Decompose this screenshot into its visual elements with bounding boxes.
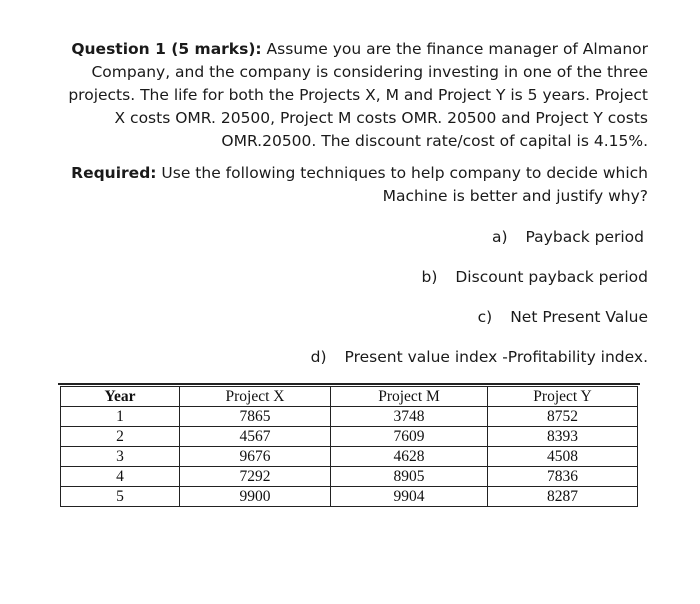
cell-project-m: 3748 [331, 407, 488, 427]
cell-year: 2 [61, 427, 180, 447]
cell-project-x: 7865 [180, 407, 331, 427]
cell-year: 4 [61, 467, 180, 487]
cell-project-x: 9676 [180, 447, 331, 467]
technique-text: Net Present Value [510, 308, 648, 326]
table-row [61, 447, 638, 467]
header-project-x: Project X [180, 387, 331, 407]
cell-project-y: 8393 [488, 427, 638, 447]
cell-year: 5 [61, 487, 180, 507]
question-heading: Question 1 (5 marks): [71, 40, 262, 58]
cell-project-m: 8905 [331, 467, 488, 487]
technique-label: d) [310, 348, 327, 366]
required-heading: Required: [71, 164, 157, 182]
cell-year: 3 [61, 447, 180, 467]
table-row [61, 487, 638, 507]
technique-text: Payback period [525, 228, 644, 246]
table-row [61, 407, 638, 427]
required-text: Use the following techniques to help company to decide which Machine is better and justify why? [156, 164, 648, 205]
table-header-row [61, 387, 638, 407]
cell-project-m: 7609 [331, 427, 488, 447]
technique-text: Discount payback period [455, 268, 648, 286]
cell-project-y: 4508 [488, 447, 638, 467]
technique-label: b) [421, 268, 438, 286]
technique-label: c) [477, 308, 493, 326]
cell-project-x: 4567 [180, 427, 331, 447]
cell-project-y: 8287 [488, 487, 638, 507]
technique-a [492, 227, 644, 247]
cell-project-y: 7836 [488, 467, 638, 487]
header-project-m: Project M [331, 387, 488, 407]
technique-label: a) [491, 228, 508, 246]
required-paragraph [56, 162, 648, 208]
question-text: Assume you are the finance manager of Almanor Company, and the company is considering investing in one of the three projects. The life for both the Projects X, M and Project Y is 5 years. Project X costs OMR. 20500, Project M costs OMR. 20500 and Project Y costs OMR.20500. The discount rate/cost of capital is 4.15%. [68, 40, 648, 150]
technique-b [421, 267, 648, 287]
technique-text: Present value index -Profitability index. [344, 348, 648, 366]
cell-project-y: 8752 [488, 407, 638, 427]
cell-project-m: 9904 [331, 487, 488, 507]
technique-c [478, 307, 648, 327]
table-top-border [58, 383, 640, 385]
cell-year: 1 [61, 407, 180, 427]
question-paragraph [56, 38, 648, 153]
header-project-y: Project Y [488, 387, 638, 407]
cell-project-x: 7292 [180, 467, 331, 487]
table-row [61, 427, 638, 447]
header-year: Year [61, 387, 180, 407]
cash-flow-table [60, 386, 638, 507]
technique-d [311, 347, 648, 367]
cell-project-m: 4628 [331, 447, 488, 467]
cell-project-x: 9900 [180, 487, 331, 507]
table-row [61, 467, 638, 487]
